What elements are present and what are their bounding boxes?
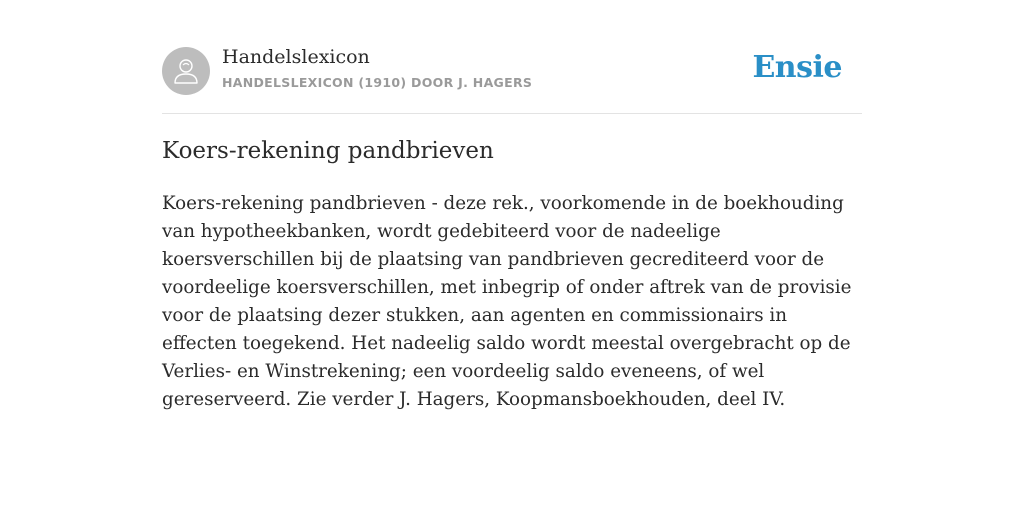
brand-logo[interactable]: Ensie xyxy=(752,50,842,85)
entry-body: Koers-rekening pandbrieven - deze rek., voorkomende in de boekhouding van hypotheekbanken, wordt gedebiteerd voor de nadeelige koersverschillen bij de plaatsing van pandbrieven gecrediteerd voor de voordeelige koersverschillen, met inbegrip of onder aftrek van de provisie voor de plaatsing dezer stukken, aan agenten en commissionairs in effecten toegekend. Het nadeelig saldo wordt meestal overgebracht op de Verlies- en Winstrekening; een voordeelig saldo eveneens, of wel gereserveerd. Zie verder J. Hagers, Koopmansboekhouden, deel IV. xyxy=(162,193,852,410)
avatar[interactable] xyxy=(162,47,210,95)
user-icon xyxy=(171,56,201,86)
source-title[interactable]: Handelslexicon xyxy=(222,46,370,68)
divider xyxy=(162,113,862,114)
source-header xyxy=(162,46,862,96)
entry-title: Koers-rekening pandbrieven xyxy=(162,138,494,164)
source-subtitle: HANDELSLEXICON (1910) DOOR J. HAGERS xyxy=(222,75,533,90)
